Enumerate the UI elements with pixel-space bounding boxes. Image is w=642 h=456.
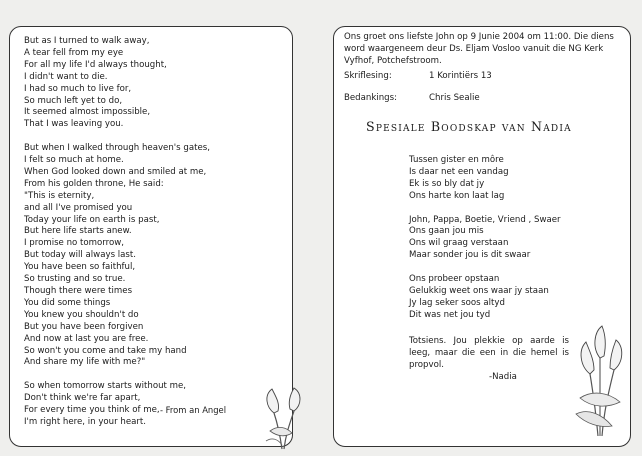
- poem-line: So won't you come and take my hand: [24, 345, 187, 356]
- poem-line: Though there were times: [24, 286, 133, 297]
- message-line: Gelukkig weet ons waar jy staan: [409, 285, 549, 296]
- poem-line: But when I walked through heaven's gates,: [24, 143, 210, 154]
- message-line: Maar sonder jou is dit swaar: [409, 250, 531, 261]
- scripture-reading-row: [344, 71, 492, 81]
- poem-line: Don't think we're far apart,: [24, 393, 141, 404]
- message-line: Ek is so bly dat jy: [409, 178, 485, 189]
- poem-line: For all my life I'd always thought,: [24, 59, 167, 70]
- poem-attribution: - From an Angel: [160, 405, 227, 415]
- poem-line: And now at last you are free.: [24, 333, 149, 344]
- stanza-break: [24, 131, 210, 143]
- poem-line: So trusting and so true.: [24, 274, 126, 285]
- service-notice: Ons groet ons liefste John op 9 Junie 2004 om 11:00. Die diens word waargeneem deur Ds. Eljam Vosloo vanuit die NG Kerk Vyfhof, Potchefstroom.: [344, 32, 614, 66]
- signature: -Nadia: [489, 372, 517, 382]
- poem-line: I felt so much at home.: [24, 155, 124, 166]
- message-line: John, Pappa, Boetie, Vriend , Swaer: [409, 214, 561, 225]
- poem-line: You knew you shouldn't do: [24, 309, 139, 320]
- poem-line: But you have been forgiven: [24, 321, 144, 332]
- poem-line: When God looked down and smiled at me,: [24, 166, 207, 177]
- poem-text: [24, 36, 210, 429]
- poem-line: That I was leaving you.: [24, 119, 124, 130]
- poem-line: So much left yet to do,: [24, 95, 123, 106]
- poem-line: For every time you think of me,: [24, 405, 160, 416]
- poem-line: You have been so faithful,: [24, 262, 136, 273]
- poem-line: You did some things: [24, 297, 111, 308]
- acknowledgements-label: Bedankings:: [344, 93, 397, 103]
- poem-line: I promise no tomorrow,: [24, 238, 125, 249]
- lily-bouquet-illustration: [568, 318, 630, 438]
- poem-line: But today will always last.: [24, 250, 137, 261]
- calla-lily-illustration: [260, 385, 304, 451]
- poem-line: I didn't want to die.: [24, 71, 108, 82]
- message-line: Jy lag seker soos altyd: [409, 297, 505, 308]
- stanza-break: [409, 262, 561, 274]
- poem-line: Today your life on earth is past,: [24, 214, 160, 225]
- message-line: Ons harte kon laat lag: [409, 190, 505, 201]
- poem-line: From his golden throne, He said:: [24, 178, 164, 189]
- poem-line: "This is eternity,: [24, 190, 95, 201]
- poem-line: It seemed almost impossible,: [24, 107, 151, 118]
- stanza-break: [24, 369, 210, 381]
- poem-line: A tear fell from my eye: [24, 47, 124, 58]
- acknowledgements-row: [344, 93, 480, 103]
- poem-line: I had so much to live for,: [24, 83, 132, 94]
- stanza-break: [409, 203, 561, 215]
- poem-line: So when tomorrow starts without me,: [24, 381, 187, 392]
- poem-line: But as I turned to walk away,: [24, 36, 150, 46]
- scripture-reading-value: 1 Korintiërs 13: [429, 71, 492, 81]
- message-line: Ons gaan jou mis: [409, 226, 484, 237]
- poem-panel: [9, 26, 293, 447]
- message-line: Dit was net jou tyd: [409, 309, 491, 320]
- poem-line: And share my life with me?": [24, 357, 146, 368]
- message-line: Tussen gister en môre: [409, 155, 504, 165]
- message-line: Ons probeer opstaan: [409, 274, 500, 285]
- poem-line: and all I've promised you: [24, 202, 133, 213]
- message-text: [409, 155, 561, 322]
- poem-line: But here life starts anew.: [24, 226, 132, 237]
- message-line: Ons wil graag verstaan: [409, 238, 509, 249]
- closing-text: Totsiens. Jou plekkie op aarde is leeg, maar die een in die hemel is propvol.: [409, 336, 569, 370]
- message-title: Spesiale Boodskap van Nadia: [366, 119, 572, 134]
- acknowledgements-value: Chris Sealie: [429, 93, 480, 103]
- message-line: Is daar net een vandag: [409, 166, 509, 177]
- poem-line: I'm right here, in your heart.: [24, 416, 147, 427]
- scripture-reading-label: Skriflesing:: [344, 71, 392, 81]
